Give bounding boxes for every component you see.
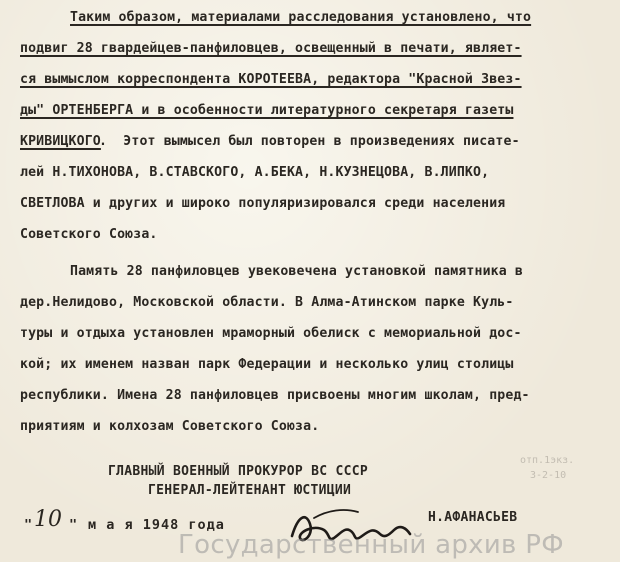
- text-line: СВЕТЛОВА и других и широко популяризировался среди населения: [20, 196, 506, 211]
- bleed-through-mark: 3-2-10: [530, 470, 567, 481]
- date-day: 10: [34, 507, 62, 532]
- text-line: кой; их именем назван парк Федерации и несколько улиц столицы: [20, 357, 514, 372]
- text-line: лей Н.ТИХОНОВА, В.СТАВСКОГО, А.БЕКА, Н.КУЗНЕЦОВА, В.ЛИПКО,: [20, 165, 490, 180]
- text-line: туры и отдыха установлен мраморный обелиск с мемориальной дос-: [20, 326, 522, 341]
- text-line: дер.Нелидово, Московской области. В Алма-Атинском парке Куль-: [20, 295, 514, 310]
- date-month-year: м а я 1948 года: [88, 517, 225, 533]
- bleed-through-mark: отп.1экз.: [520, 455, 575, 466]
- signatory-name: Н.АФАНАСЬЕВ: [428, 510, 518, 525]
- date-open-quote: ": [24, 517, 34, 533]
- text-line: Память 28 панфиловцев увековечена установкой памятника в: [70, 264, 524, 279]
- signatory-title: ГЛАВНЫЙ ВОЕННЫЙ ПРОКУРОР ВС СССР: [108, 464, 369, 479]
- signatory-rank: ГЕНЕРАЛ-ЛЕЙТЕНАНТ ЮСТИЦИИ: [148, 483, 352, 498]
- text-line: ды" ОРТЕНБЕРГА и в особенности литературного секретаря газеты: [20, 103, 514, 118]
- text-line: . Этот вымысел был повторен в произведениях писате-: [99, 134, 520, 149]
- text-line: КРИВИЦКОГО: [20, 134, 101, 149]
- text-line: подвиг 28 гвардейцев-панфиловцев, освещенный в печати, являет-: [20, 41, 522, 56]
- text-line: ся вымыслом корреспондента КОРОТЕЕВА, редактора "Красной Звез-: [20, 72, 522, 87]
- archive-watermark: Государственный архив РФ: [178, 530, 564, 560]
- date-close-quote: ": [69, 517, 79, 533]
- text-line: республики. Имена 28 панфиловцев присвоены многим школам, пред-: [20, 388, 530, 403]
- text-line: Таким образом, материалами расследования установлено, что: [70, 10, 532, 25]
- text-line: приятиям и колхозам Советского Союза.: [20, 419, 320, 434]
- text-line: Советского Союза.: [20, 227, 158, 242]
